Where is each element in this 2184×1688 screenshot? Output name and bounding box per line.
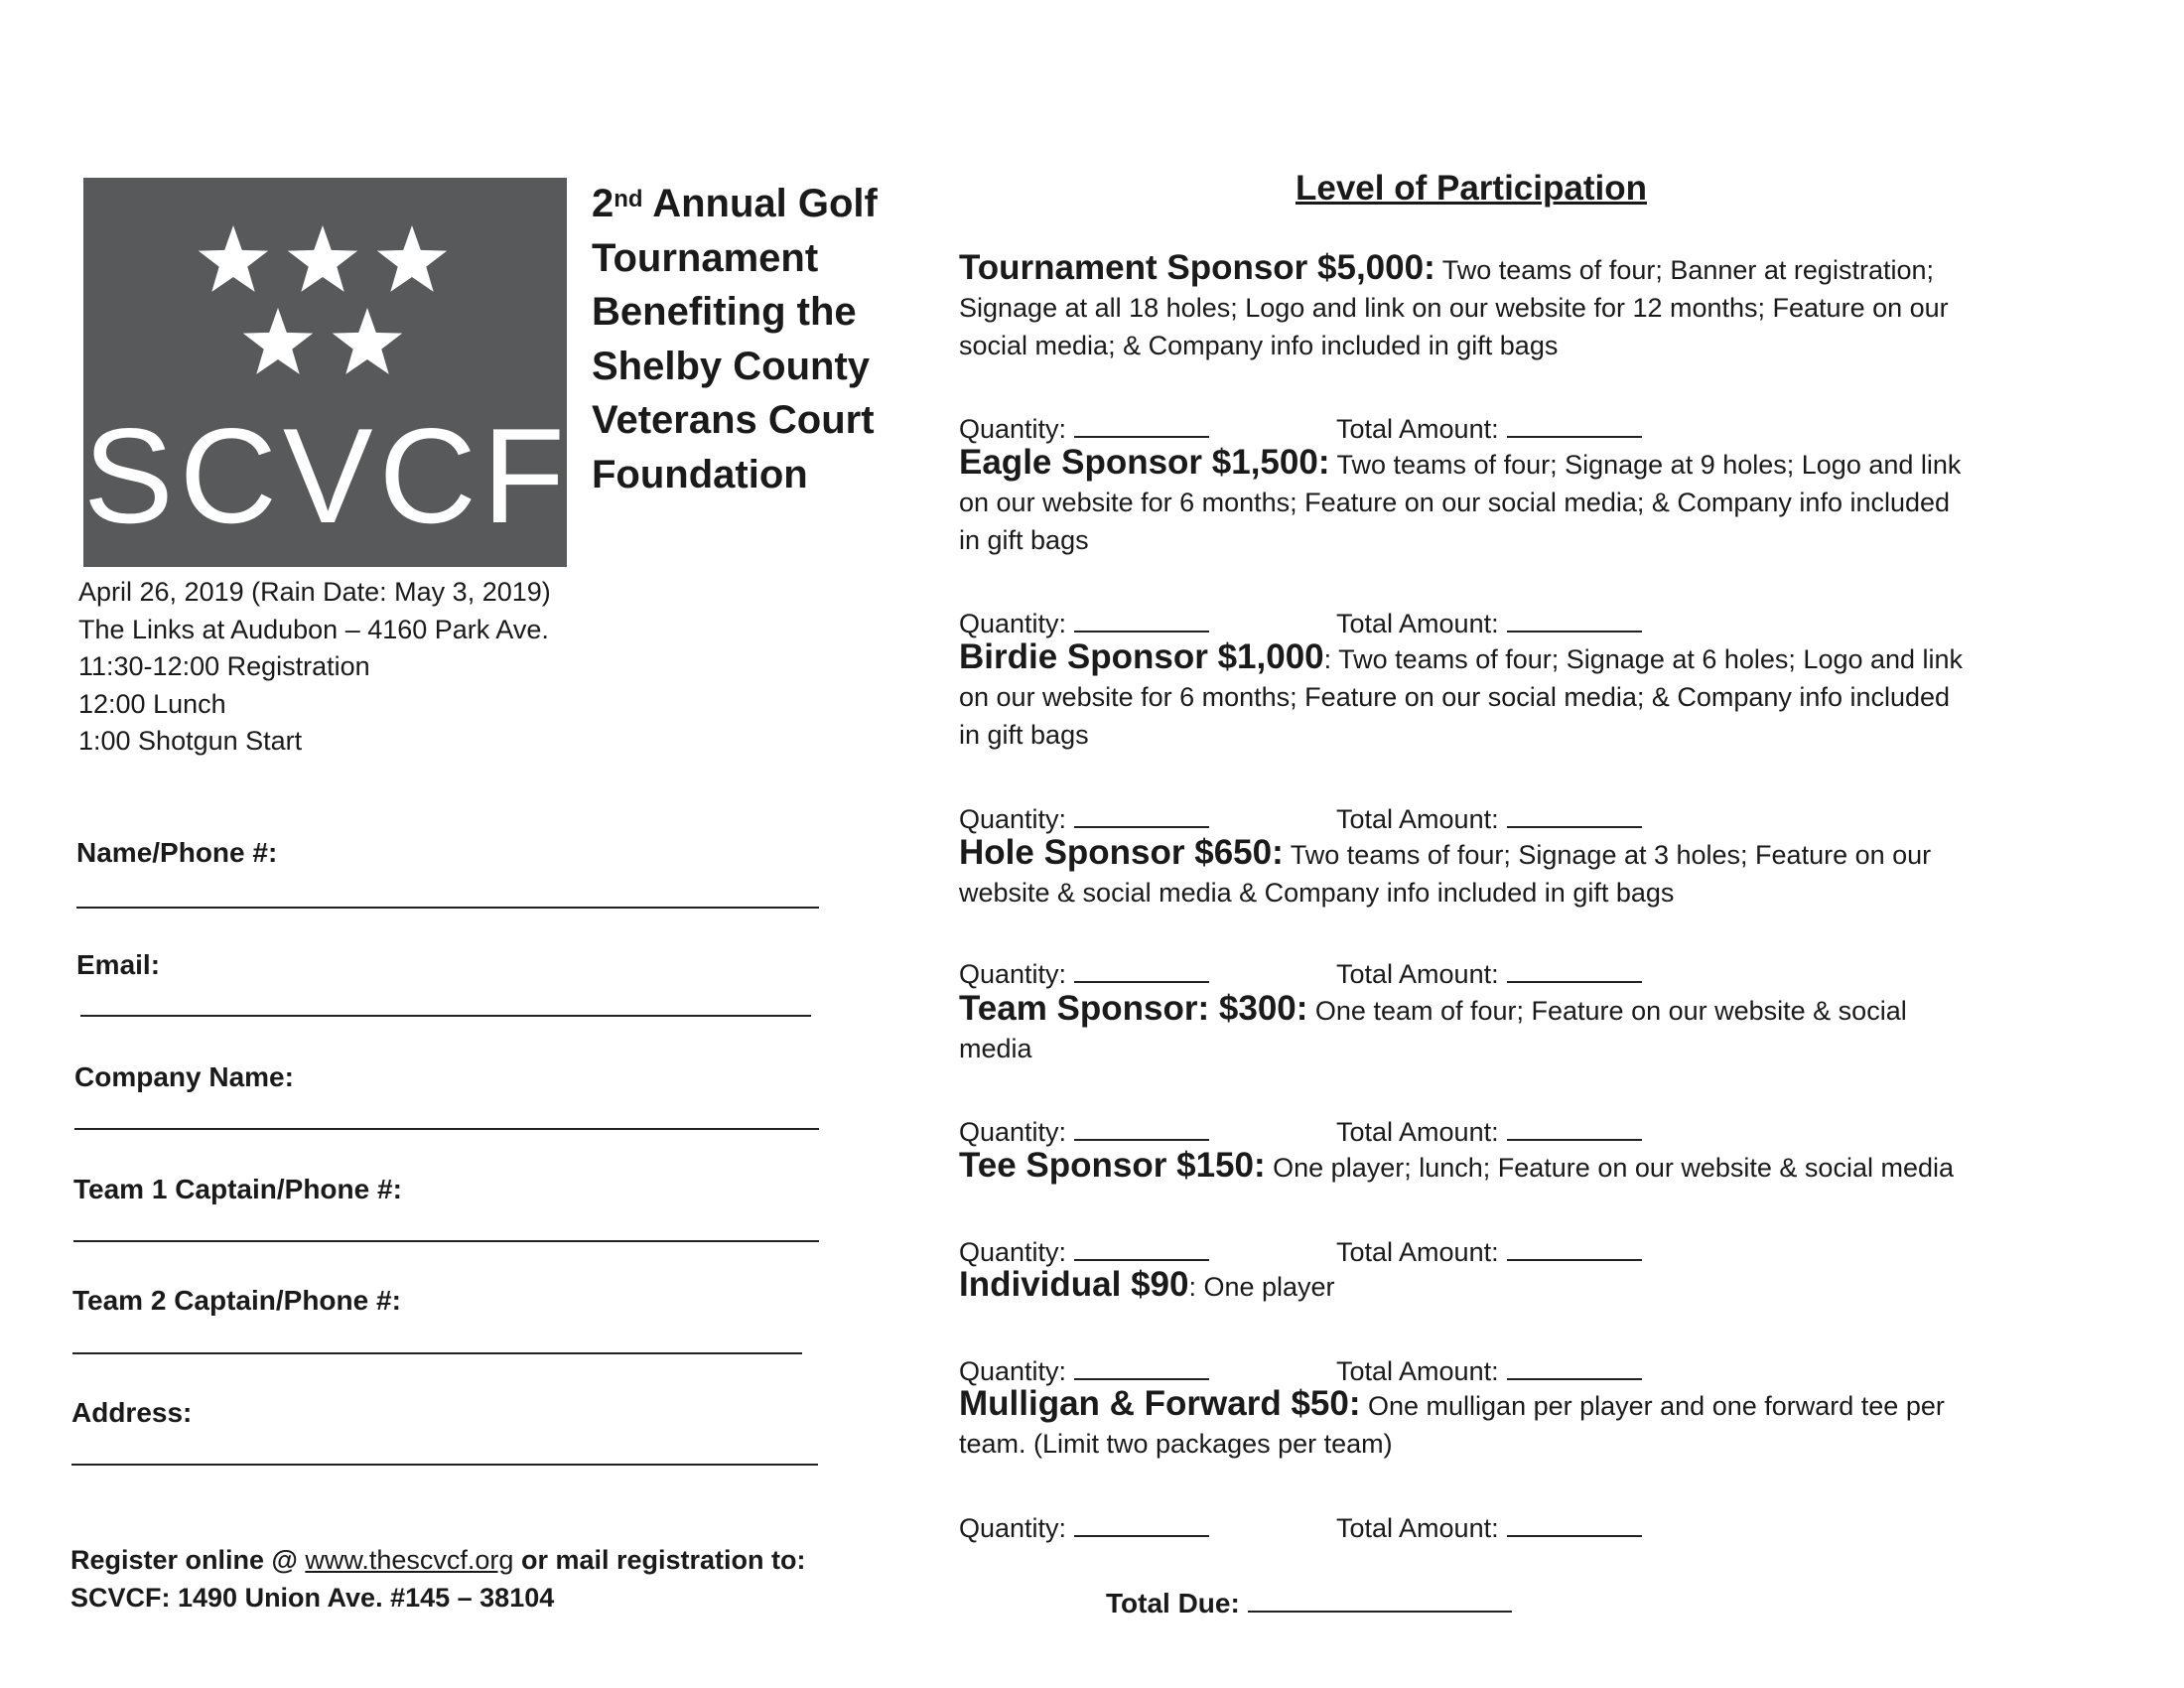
tier-description: One team of four; Feature on our website & social media	[959, 996, 1907, 1063]
total-amount	[1336, 605, 1642, 639]
tournament-title	[592, 177, 919, 501]
total-amount-label: Total Amount:	[1336, 609, 1499, 638]
event-lunch-time: 12:00 Lunch	[78, 688, 226, 719]
star-icon	[199, 225, 268, 292]
total-amount-field[interactable]	[1507, 955, 1642, 983]
total-amount	[1336, 1509, 1642, 1544]
tier-4	[959, 990, 1972, 1067]
total-amount-label: Total Amount:	[1336, 1356, 1499, 1386]
quantity-row	[959, 1352, 1499, 1387]
total-amount	[1336, 1233, 1642, 1268]
quantity-label: Quantity:	[959, 1356, 1067, 1386]
title-line-1: 2nd Annual Golf	[592, 182, 878, 225]
register-online-line: Register online @ www.thescvcf.org or mail registration to:	[70, 1545, 806, 1575]
mailing-address: SCVCF: 1490 Union Ave. #145 – 38104	[70, 1583, 555, 1613]
total-amount-field[interactable]	[1507, 1113, 1642, 1141]
tier-name: Eagle Sponsor $1,500:	[959, 443, 1330, 482]
tier-name: Hole Sponsor $650:	[959, 833, 1284, 872]
tier-description: : One player	[1188, 1272, 1335, 1302]
registration-footer	[70, 1541, 806, 1617]
tier-name: Tee Sponsor $150:	[959, 1146, 1266, 1185]
logo-text: SCVCF	[83, 400, 571, 551]
title-line-3: Benefiting the	[592, 290, 857, 334]
team1-captain-label: Team 1 Captain/Phone #:	[73, 1174, 402, 1204]
quantity-label: Quantity:	[959, 1513, 1067, 1543]
total-amount-label: Total Amount:	[1336, 414, 1499, 444]
company-name-label: Company Name:	[74, 1061, 294, 1092]
quantity-label: Quantity:	[959, 804, 1067, 834]
quantity-label: Quantity:	[959, 414, 1067, 444]
company-name-field[interactable]	[74, 1128, 819, 1130]
tier-description: One mulligan per player and one forward tee per team. (Limit two packages per team)	[959, 1391, 1945, 1459]
email-label: Email:	[76, 949, 161, 980]
total-amount-label: Total Amount:	[1336, 1237, 1499, 1267]
total-amount-field[interactable]	[1507, 410, 1642, 438]
total-amount	[1336, 800, 1642, 835]
quantity-field[interactable]	[1074, 955, 1209, 983]
quantity-row	[959, 1233, 1499, 1268]
quantity-label: Quantity:	[959, 609, 1067, 638]
total-amount-field[interactable]	[1507, 1233, 1642, 1261]
team2-captain-label: Team 2 Captain/Phone #:	[72, 1285, 401, 1316]
event-details	[78, 574, 551, 761]
quantity-row	[959, 605, 1499, 639]
tier-name: Team Sponsor: $300:	[959, 989, 1308, 1028]
star-icon	[243, 308, 313, 374]
title-line-5: Veterans Court	[592, 398, 875, 442]
total-amount-label: Total Amount:	[1336, 1117, 1499, 1147]
tier-name: Mulligan & Forward $50:	[959, 1384, 1361, 1423]
scvcf-logo	[83, 178, 571, 567]
quantity-field[interactable]	[1074, 1113, 1209, 1141]
total-amount-field[interactable]	[1507, 800, 1642, 828]
tier-7	[959, 1385, 1972, 1463]
total-amount-field[interactable]	[1507, 1352, 1642, 1380]
quantity-row	[959, 1509, 1499, 1544]
total-amount	[1336, 955, 1642, 990]
tier-name: Tournament Sponsor $5,000:	[959, 248, 1435, 287]
tier-name: Birdie Sponsor $1,000	[959, 637, 1324, 676]
team2-captain-field[interactable]	[72, 1352, 802, 1354]
title-line-4: Shelby County	[592, 344, 871, 388]
event-start-time: 1:00 Shotgun Start	[78, 726, 303, 756]
tier-description: Two teams of four; Signage at 9 holes; Logo and link on our website for 6 months; Feature on our social media; & Company info included in gift bags	[959, 450, 1962, 555]
tier-description: One player; lunch; Feature on our website & social media	[1265, 1153, 1955, 1183]
tier-name: Individual $90	[959, 1265, 1189, 1304]
website-link[interactable]: www.thescvcf.org	[305, 1545, 514, 1575]
quantity-field[interactable]	[1074, 1233, 1209, 1261]
total-amount-label: Total Amount:	[1336, 804, 1499, 834]
tier-1	[959, 444, 1972, 559]
quantity-label: Quantity:	[959, 959, 1067, 989]
star-icon	[377, 225, 447, 292]
tier-5	[959, 1147, 1972, 1187]
tier-description: Two teams of four; Signage at 3 holes; Feature on our website & social media & Company info included in gift bags	[959, 840, 1932, 908]
title-line-2: Tournament	[592, 235, 819, 280]
total-due: Total Due:	[1106, 1585, 1512, 1619]
name-phone-label: Name/Phone #:	[76, 837, 278, 868]
total-amount	[1336, 1113, 1642, 1148]
total-due-field[interactable]	[1248, 1585, 1512, 1613]
quantity-field[interactable]	[1074, 800, 1209, 828]
event-location: The Links at Audubon – 4160 Park Ave.	[78, 614, 549, 644]
tier-description: : Two teams of four; Signage at 6 holes; Logo and link on our website for 6 months; Feature on our social media; & Company info included in gift bags	[959, 644, 1964, 750]
quantity-row	[959, 955, 1499, 990]
event-registration-time: 11:30-12:00 Registration	[78, 651, 370, 681]
tier-3	[959, 834, 1972, 912]
quantity-row	[959, 800, 1499, 835]
quantity-field[interactable]	[1074, 1352, 1209, 1380]
quantity-label: Quantity:	[959, 1237, 1067, 1267]
tier-description: Two teams of four; Banner at registration; Signage at all 18 holes; Logo and link on our website for 12 months; Feature on our social media; & Company info included in gift bags	[959, 255, 1949, 360]
total-amount-label: Total Amount:	[1336, 959, 1499, 989]
total-amount-field[interactable]	[1507, 1509, 1642, 1537]
address-label: Address:	[71, 1397, 193, 1428]
title-line-6: Foundation	[592, 452, 808, 496]
total-amount-field[interactable]	[1507, 605, 1642, 633]
quantity-row	[959, 1113, 1499, 1148]
team1-captain-field[interactable]	[73, 1240, 819, 1242]
tier-0	[959, 249, 1972, 364]
quantity-field[interactable]	[1074, 410, 1209, 438]
total-amount	[1336, 410, 1642, 445]
event-date: April 26, 2019 (Rain Date: May 3, 2019)	[78, 577, 551, 607]
total-amount-label: Total Amount:	[1336, 1513, 1499, 1543]
quantity-field[interactable]	[1074, 605, 1209, 633]
tier-6	[959, 1266, 1972, 1306]
tier-2	[959, 638, 1972, 754]
star-icon	[333, 308, 402, 374]
total-amount	[1336, 1352, 1642, 1387]
quantity-label: Quantity:	[959, 1117, 1067, 1147]
quantity-field[interactable]	[1074, 1509, 1209, 1537]
name-phone-field[interactable]	[76, 907, 819, 909]
participation-heading: Level of Participation	[1296, 169, 1647, 208]
address-field[interactable]	[71, 1464, 818, 1466]
quantity-row	[959, 410, 1499, 445]
star-icon	[288, 225, 357, 292]
email-field[interactable]	[80, 1015, 811, 1017]
